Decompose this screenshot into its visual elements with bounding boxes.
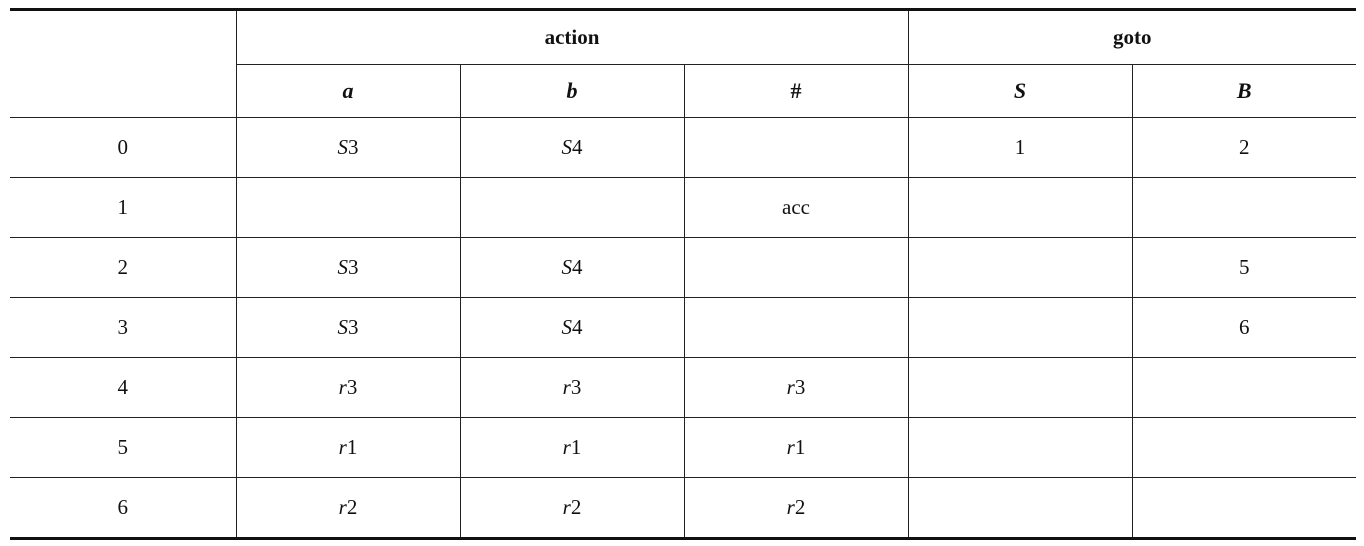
cell-b: r3 bbox=[460, 358, 684, 418]
lr-parsing-table bbox=[10, 8, 1356, 540]
state-cell: 6 bbox=[10, 478, 236, 539]
cell-a: r3 bbox=[236, 358, 460, 418]
state-cell: 4 bbox=[10, 358, 236, 418]
cell-b: r1 bbox=[460, 418, 684, 478]
cell-b: S4 bbox=[460, 238, 684, 298]
cell-S bbox=[908, 178, 1132, 238]
cell-hash: r1 bbox=[684, 418, 908, 478]
state-cell: 2 bbox=[10, 238, 236, 298]
column-header-hash: # bbox=[684, 65, 908, 118]
cell-S bbox=[908, 238, 1132, 298]
cell-B: 5 bbox=[1132, 238, 1356, 298]
table-row bbox=[10, 358, 1356, 418]
cell-a: r1 bbox=[236, 418, 460, 478]
cell-hash bbox=[684, 238, 908, 298]
table-row bbox=[10, 118, 1356, 178]
cell-S bbox=[908, 478, 1132, 539]
cell-b: S4 bbox=[460, 298, 684, 358]
state-cell: 3 bbox=[10, 298, 236, 358]
table-row bbox=[10, 478, 1356, 539]
action-group-header: action bbox=[236, 10, 908, 65]
column-header-B: B bbox=[1132, 65, 1356, 118]
table-row bbox=[10, 418, 1356, 478]
cell-hash bbox=[684, 298, 908, 358]
state-header-cell bbox=[10, 10, 236, 118]
table-row bbox=[10, 178, 1356, 238]
cell-B bbox=[1132, 418, 1356, 478]
cell-B bbox=[1132, 478, 1356, 539]
cell-B: 6 bbox=[1132, 298, 1356, 358]
cell-a bbox=[236, 178, 460, 238]
cell-hash: r3 bbox=[684, 358, 908, 418]
cell-B bbox=[1132, 178, 1356, 238]
cell-hash bbox=[684, 118, 908, 178]
cell-B bbox=[1132, 358, 1356, 418]
goto-group-header: goto bbox=[908, 10, 1356, 65]
table-row bbox=[10, 238, 1356, 298]
cell-a: S3 bbox=[236, 118, 460, 178]
column-header-S: S bbox=[908, 65, 1132, 118]
cell-hash: acc bbox=[684, 178, 908, 238]
cell-S bbox=[908, 358, 1132, 418]
column-header-a: a bbox=[236, 65, 460, 118]
cell-a: S3 bbox=[236, 298, 460, 358]
cell-a: S3 bbox=[236, 238, 460, 298]
cell-b bbox=[460, 178, 684, 238]
state-cell: 5 bbox=[10, 418, 236, 478]
cell-hash: r2 bbox=[684, 478, 908, 539]
cell-B: 2 bbox=[1132, 118, 1356, 178]
state-cell: 0 bbox=[10, 118, 236, 178]
cell-b: S4 bbox=[460, 118, 684, 178]
cell-S bbox=[908, 418, 1132, 478]
table-row bbox=[10, 298, 1356, 358]
cell-b: r2 bbox=[460, 478, 684, 539]
cell-S bbox=[908, 298, 1132, 358]
cell-S: 1 bbox=[908, 118, 1132, 178]
column-header-b: b bbox=[460, 65, 684, 118]
group-header-row bbox=[10, 10, 1356, 65]
state-cell: 1 bbox=[10, 178, 236, 238]
cell-a: r2 bbox=[236, 478, 460, 539]
